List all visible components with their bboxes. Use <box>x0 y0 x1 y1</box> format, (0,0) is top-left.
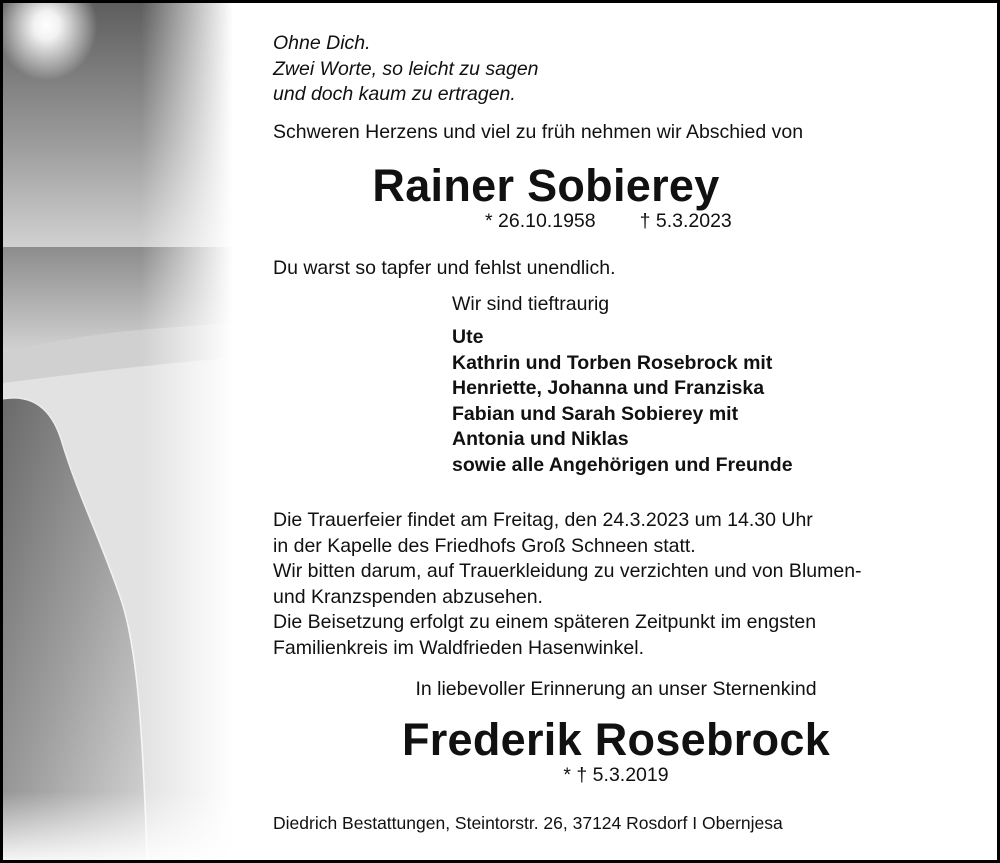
ceremony-line: in der Kapelle des Friedhofs Groß Schneen statt. <box>273 534 696 557</box>
memory-intro: In liebevoller Erinnerung an unser Sternenkind <box>415 678 817 700</box>
mourner-line: Ute <box>452 326 484 348</box>
mourner-line: Henriette, Johanna und Franziska <box>452 377 765 399</box>
undertaker-info: Diedrich Bestattungen, Steintorstr. 26, 37124 Rosdorf I Obernjesa <box>273 813 783 833</box>
intro-text: Schweren Herzens und viel zu früh nehmen wir Abschied von <box>273 121 804 143</box>
mourner-line: Fabian und Sarah Sobierey mit <box>452 402 739 425</box>
poem-line: Zwei Worte, so leicht zu sagen <box>273 57 539 80</box>
mourners-list <box>452 325 793 478</box>
poem-line: und doch kaum zu ertragen. <box>273 83 516 105</box>
ceremony-info <box>273 508 862 661</box>
birth-date: * 26.10.1958 <box>485 210 596 232</box>
ceremony-line: und Kranzspenden abzusehen. <box>273 585 543 608</box>
child-dates: * † 5.3.2019 <box>563 764 669 786</box>
mourner-line: Kathrin und Torben Rosebrock mit <box>452 351 773 374</box>
mourner-line: Antonia und Niklas <box>452 428 629 450</box>
poem-line: Ohne Dich. <box>273 32 371 54</box>
mourners-intro: Wir sind tieftraurig <box>452 293 610 315</box>
ceremony-line: Die Trauerfeier findet am Freitag, den 24.3.2023 um 14.30 Uhr <box>273 509 813 531</box>
ceremony-line: Die Beisetzung erfolgt zu einem späteren Zeitpunkt im engsten <box>273 611 817 633</box>
death-date: † 5.3.2023 <box>639 210 732 232</box>
tribute-text: Du warst so tapfer und fehlst unendlich. <box>273 257 616 279</box>
ceremony-line: Wir bitten darum, auf Trauerkleidung zu verzichten und von Blumen- <box>273 560 862 582</box>
mourner-line: sowie alle Angehörigen und Freunde <box>452 453 793 476</box>
child-name: Frederik Rosebrock <box>401 714 831 765</box>
ceremony-line: Familienkreis im Waldfrieden Hasenwinkel. <box>273 636 644 659</box>
deceased-dates <box>485 209 732 235</box>
poem <box>273 31 539 108</box>
deceased-name: Rainer Sobierey <box>372 160 720 211</box>
